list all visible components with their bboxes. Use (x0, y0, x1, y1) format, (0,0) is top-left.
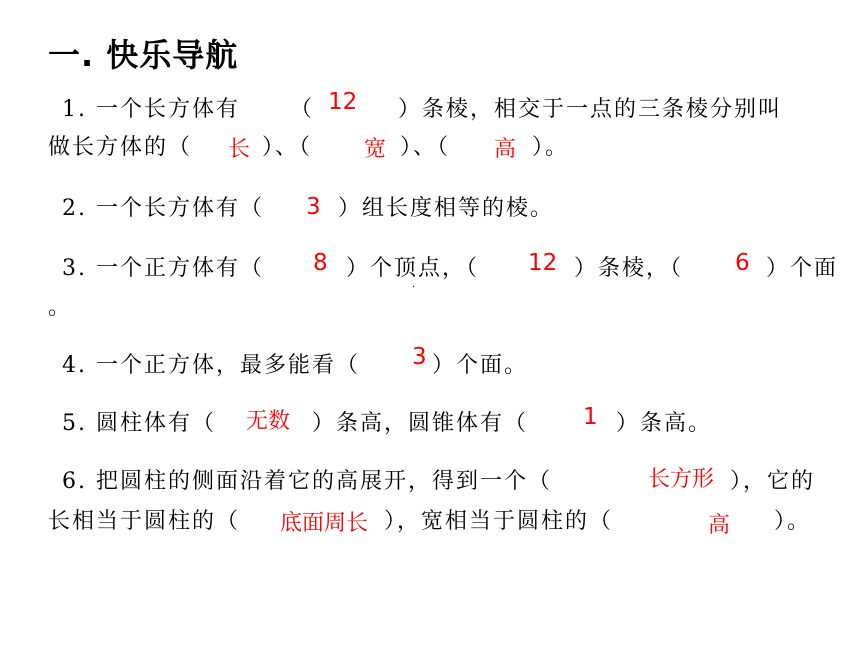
q1-answer-height: 高 (494, 137, 517, 162)
q2-text-1: 2. 一个长方体有（ (62, 196, 264, 221)
q5-text-3: ）条高。 (616, 411, 713, 436)
q2-answer: 3 (306, 194, 321, 220)
q3-text-5: 。 (48, 295, 73, 320)
q5-text-2: ）条高，圆锥体有（ (312, 411, 529, 436)
q4-text-2: ）个面。 (432, 353, 529, 378)
q6-text-2: ），它的 (730, 469, 816, 494)
q3-text-3: ）条棱，（ (574, 256, 684, 281)
q4-text-1: 4. 一个正方体，最多能看（ (62, 353, 360, 378)
q1-text-6: ）、（ (400, 135, 451, 160)
q3-answer-faces: 6 (735, 250, 750, 276)
q1-answer-length: 长 (228, 137, 251, 162)
q3-answer-vertices: 8 (313, 250, 328, 276)
q5-text-1: 5. 圆柱体有（ (62, 411, 216, 436)
q1-text-5: ）、（ (262, 135, 313, 160)
q6-answer-width: 高 (708, 513, 731, 538)
q6-answer-length: 底面周长 (280, 511, 369, 536)
q6-text-5: ）。 (774, 509, 812, 534)
q1-text-3: ）条棱，相交于一点的三条棱分别叫 (398, 97, 783, 122)
stray-dot: · (412, 282, 416, 293)
q3-answer-edges: 12 (528, 250, 558, 276)
q1-text-4: 做长方体的（ (48, 135, 193, 160)
q3-text-1: 3. 一个正方体有（ (62, 256, 264, 281)
q1-text-1: 1. 一个长方体有 (62, 97, 240, 122)
q1-answer-width: 宽 (364, 137, 387, 162)
q6-text-4: ），宽相当于圆柱的（ (384, 509, 614, 534)
q1-answer-edges: 12 (328, 89, 358, 115)
q1-text-2: （ (290, 97, 315, 122)
q2-text-2: ）组长度相等的棱。 (338, 196, 555, 221)
q6-answer-shape: 长方形 (648, 467, 715, 492)
q6-text-3: 长相当于圆柱的（ (48, 509, 241, 534)
q5-answer-cone: 1 (583, 404, 598, 430)
q3-text-4: ）个面 (766, 256, 839, 281)
q1-text-7: ）。 (532, 135, 570, 160)
section-title: 一. 快乐导航 (48, 36, 239, 74)
q5-answer-cylinder: 无数 (246, 409, 291, 434)
q3-text-2: ）个顶点，（ (346, 256, 480, 281)
q4-answer: 3 (412, 344, 427, 370)
q6-text-1: 6. 把圆柱的侧面沿着它的高展开，得到一个（ (62, 469, 552, 494)
